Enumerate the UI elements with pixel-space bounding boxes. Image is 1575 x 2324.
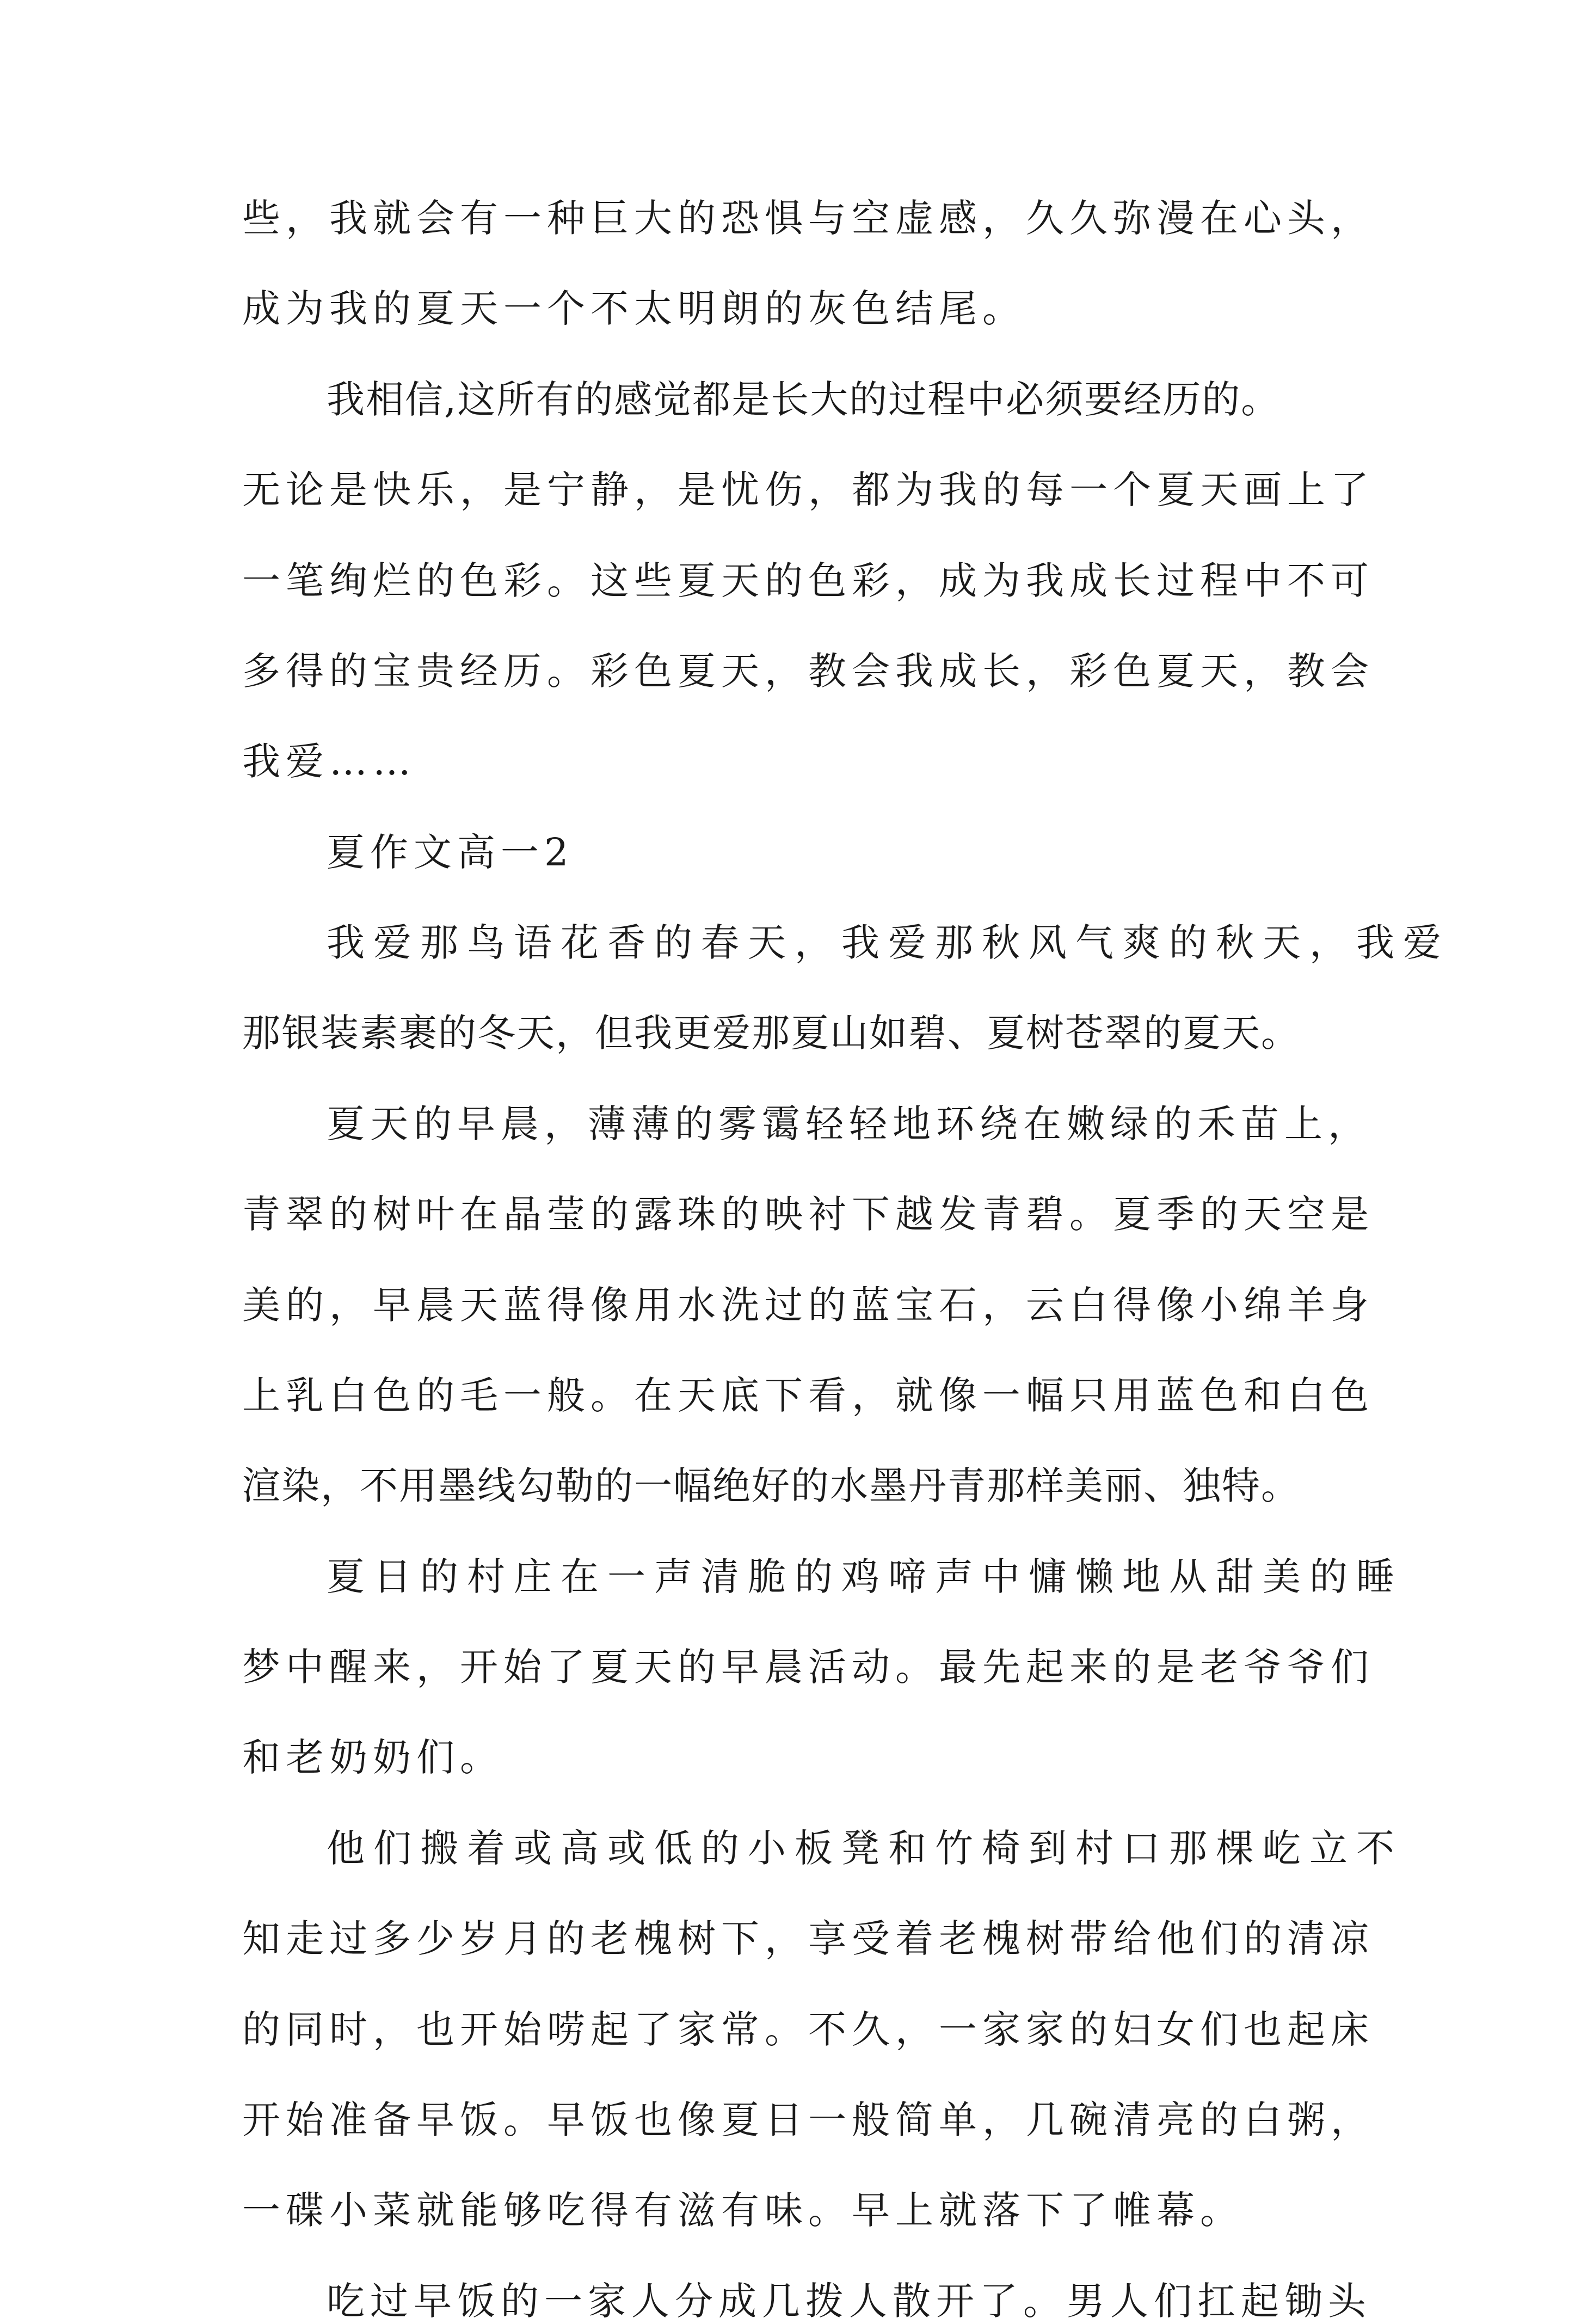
- paragraph-start-line: 吃过早饭的一家人分成几拨人散开了。男人们扛起锄头: [327, 2278, 1371, 2323]
- text-line: [242, 1056, 1391, 1102]
- text-line: [242, 241, 1391, 286]
- section-heading: 夏作文高一2: [327, 829, 574, 875]
- text-line: 多得的宝贵经历。彩色夏天，教会我成长，彩色夏天，教会: [242, 648, 1374, 693]
- text-line: 无论是快乐，是宁静，是忧伤，都为我的每一个夏天画上了: [242, 468, 1374, 513]
- text-line: [242, 694, 1391, 739]
- text-line: 美的，早晨天蓝得像用水洗过的蓝宝石，云白得像小绵羊身: [242, 1282, 1374, 1327]
- text-line: [242, 1509, 1391, 1554]
- text-line: [242, 2052, 1391, 2098]
- text-line: [242, 1781, 1391, 1826]
- paragraph-start-line: 我相信,这所有的感觉都是长大的过程中必须要经历的。: [327, 377, 1281, 422]
- text-line: 上乳白色的毛一般。在天底下看，就像一幅只用蓝色和白色: [242, 1373, 1374, 1418]
- text-line: [242, 1418, 1391, 1464]
- text-line: [242, 1871, 1391, 1916]
- paragraph-start-line: 我爱那鸟语花香的春天，我爱那秋风气爽的秋天，我爱: [327, 920, 1450, 965]
- text-line: 的同时，也开始唠起了家常。不久，一家家的妇女们也起床: [242, 2007, 1374, 2052]
- text-line: 渲染，不用墨线勾勒的一幅绝好的水墨丹青那样美丽、独特。: [242, 1464, 1300, 1509]
- text-line: [242, 1962, 1391, 2007]
- text-line: 那银装素裹的冬天，但我更爱那夏山如碧、夏树苍翠的夏天。: [242, 1011, 1300, 1056]
- text-line: [242, 513, 1391, 558]
- text-line: [242, 422, 1391, 468]
- text-line: [242, 1600, 1391, 1645]
- text-line: [242, 1147, 1391, 1192]
- text-line: [242, 604, 1391, 649]
- text-line: [242, 1328, 1391, 1373]
- text-line: 一碟小菜就能够吃得有滋有味。早上就落下了帷幕。: [242, 2188, 1244, 2233]
- paragraph-start-line: 他们搬着或高或低的小板凳和竹椅到村口那棵屹立不: [327, 1825, 1403, 1871]
- text-line: [242, 1237, 1391, 1282]
- text-line: [242, 2233, 1391, 2278]
- text-line: 青翠的树叶在晶莹的露珠的映衬下越发青碧。夏季的天空是: [242, 1192, 1374, 1237]
- text-line: 我爱……: [242, 739, 416, 784]
- text-line: [242, 875, 1391, 920]
- text-line: 梦中醒来，开始了夏天的早晨活动。最先起来的是老爷爷们: [242, 1645, 1374, 1689]
- text-line: 成为我的夏天一个不太明朗的灰色结尾。: [242, 286, 1026, 331]
- text-line: [242, 332, 1391, 377]
- text-line: [242, 784, 1391, 829]
- text-line: 和老奶奶们。: [242, 1735, 503, 1780]
- text-line: [242, 1690, 1391, 1735]
- text-line: 些，我就会有一种巨大的恐惧与空虚感，久久弥漫在心头，: [242, 196, 1374, 241]
- paragraph-start-line: 夏日的村庄在一声清脆的鸡啼声中慵懒地从甜美的睡: [327, 1554, 1403, 1599]
- text-line: 开始准备早饭。早饭也像夏日一般简单，几碗清亮的白粥，: [242, 2097, 1374, 2142]
- text-line: [242, 966, 1391, 1011]
- paragraph-start-line: 夏天的早晨，薄薄的雾霭轻轻地环绕在嫩绿的禾苗上，: [327, 1101, 1371, 1146]
- text-line: [242, 2143, 1391, 2188]
- text-line: 一笔绚烂的色彩。这些夏天的色彩，成为我成长过程中不可: [242, 558, 1374, 603]
- essay-body: [242, 196, 1450, 2324]
- text-line: 知走过多少岁月的老槐树下，享受着老槐树带给他们的清凉: [242, 1916, 1374, 1962]
